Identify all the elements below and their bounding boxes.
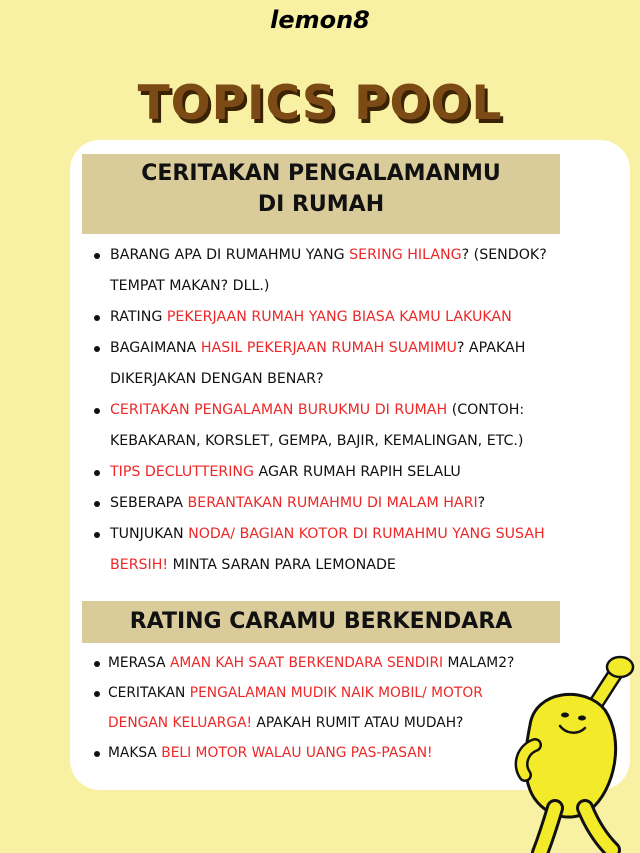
list-item: CERITAKAN PENGALAMAN MUDIK NAIK MOBIL/ MOTOR DENGAN KELUARGA! APAKAH RUMIT ATAU MUDAH?: [92, 678, 572, 738]
page-title: TOPICS POOL: [137, 76, 503, 131]
list-item: SEBERAPA BERANTAKAN RUMAHMU DI MALAM HARI?: [92, 488, 572, 519]
list-item: RATING PEKERJAAN RUMAH YANG BIASA KAMU LAKUKAN: [92, 302, 572, 333]
section-1-title-line2: DI RUMAH: [257, 192, 385, 217]
list-item: BARANG APA DI RUMAHMU YANG SERING HILANG? (SENDOK? TEMPAT MAKAN? DLL.): [92, 240, 572, 302]
list-item: TIPS DECLUTTERING AGAR RUMAH RAPIH SELALU: [92, 457, 572, 488]
list-item: BAGAIMANA HASIL PEKERJAAN RUMAH SUAMIMU? APAKAH DIKERJAKAN DENGAN BENAR?: [92, 333, 572, 395]
section-1-title: [82, 154, 560, 234]
lemon8-logo: lemon8: [270, 6, 370, 34]
lemon-character-icon: [500, 650, 640, 853]
list-item: MAKSA BELI MOTOR WALAU UANG PAS-PASAN!: [92, 738, 572, 768]
section-1-list: [92, 240, 572, 581]
list-item: MERASA AMAN KAH SAAT BERKENDARA SENDIRI MALAM2?: [92, 648, 572, 678]
list-item: CERITAKAN PENGALAMAN BURUKMU DI RUMAH (CONTOH: KEBAKARAN, KORSLET, GEMPA, BAJIR, KEMALINGAN, ETC.): [92, 395, 572, 457]
list-item: TUNJUKAN NODA/ BAGIAN KOTOR DI RUMAHMU YANG SUSAH BERSIH! MINTA SARAN PARA LEMONADE: [92, 519, 572, 581]
section-2-title: RATING CARAMU BERKENDARA: [82, 601, 560, 643]
section-1-title-line1: CERITAKAN PENGALAMANMU: [141, 161, 501, 186]
